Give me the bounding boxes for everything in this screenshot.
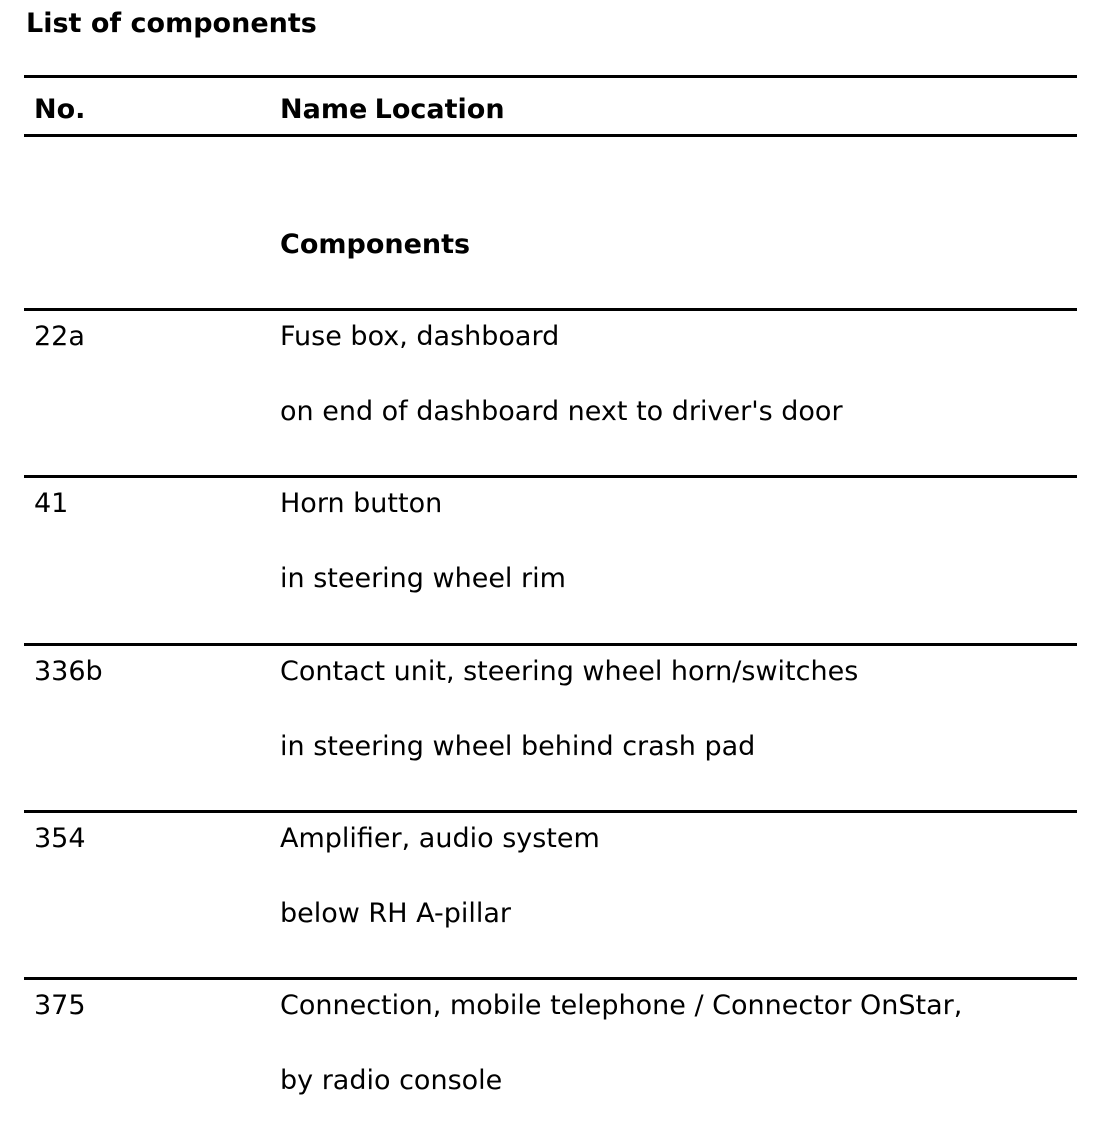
component-number: 375 [34, 990, 86, 1021]
component-location: on end of dashboard next to driver's door [280, 396, 843, 427]
row-divider [24, 810, 1077, 813]
component-name: Amplifier, audio system [280, 823, 600, 854]
component-location: in steering wheel behind crash pad [280, 731, 756, 762]
component-name: Horn button [280, 488, 443, 519]
component-number: 22a [34, 321, 85, 352]
table-top-rule [24, 75, 1077, 78]
column-header-name-location: Name Location [280, 94, 505, 125]
header-bottom-rule [24, 134, 1077, 137]
row-divider [24, 308, 1077, 311]
row-divider [24, 475, 1077, 478]
component-number: 336b [34, 656, 103, 687]
component-name: Fuse box, dashboard [280, 321, 560, 352]
component-name: Connection, mobile telephone / Connector OnStar, [280, 990, 963, 1021]
row-divider [24, 643, 1077, 646]
section-label-components: Components [280, 229, 471, 260]
component-location: by radio console [280, 1065, 503, 1096]
column-header-no: No. [34, 94, 86, 125]
component-name: Contact unit, steering wheel horn/switches [280, 656, 859, 687]
page-title: List of components [26, 8, 317, 39]
component-location: below RH A-pillar [280, 898, 511, 929]
row-divider [24, 977, 1077, 980]
component-number: 354 [34, 823, 86, 854]
component-location: in steering wheel rim [280, 563, 566, 594]
component-number: 41 [34, 488, 69, 519]
